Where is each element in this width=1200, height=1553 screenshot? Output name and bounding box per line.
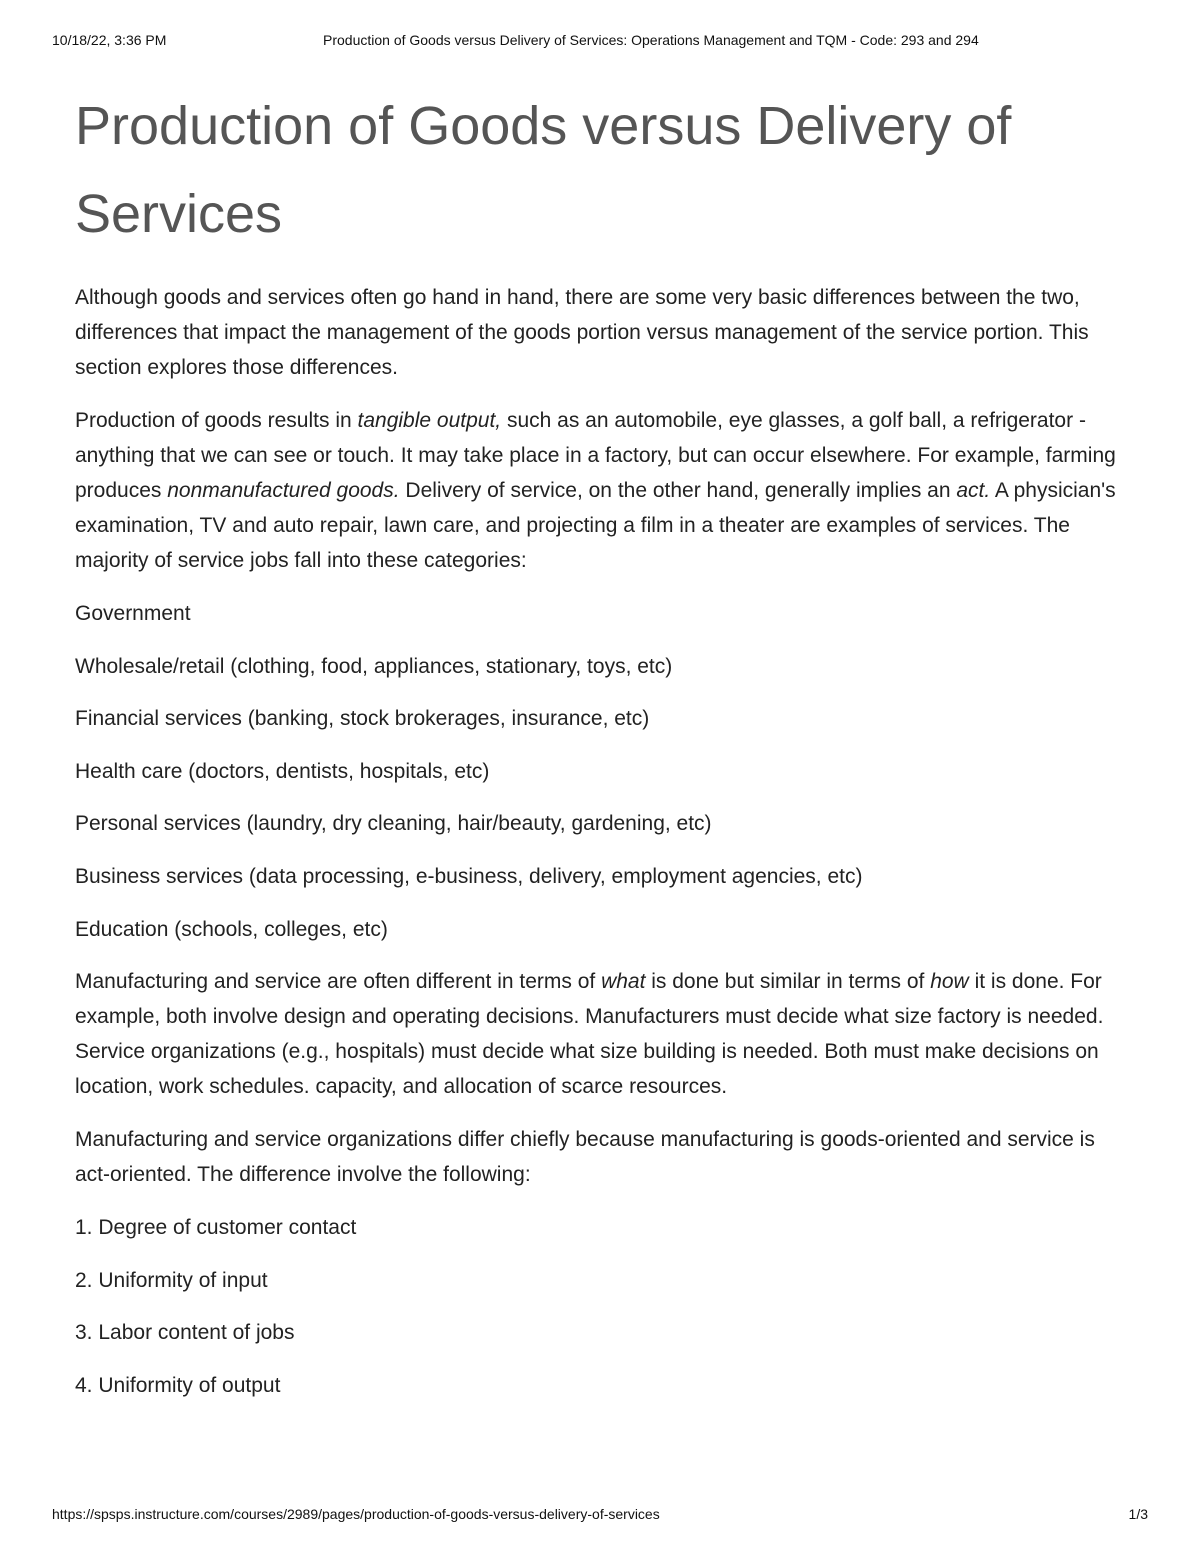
paragraph-text: it is done. For example, both involve design and operating decisions. Manufacturers must decide what size factory is needed. Service organizations (e.g., hospitals) must decide what size building is needed. Both must make decisions on location, work schedules. capacity, and allocation of scarce resources. — [75, 970, 1104, 1099]
print-footer — [52, 1504, 1148, 1524]
page-number: 1/3 — [1128, 1506, 1148, 1522]
page-url: https://spsps.instructure.com/courses/2989/pages/production-of-goods-versus-delivery-of-services — [52, 1506, 660, 1522]
category-item-personal-services: Personal services (laundry, dry cleaning, hair/beauty, gardening, etc) — [75, 812, 712, 836]
emphasis-act: act. — [956, 479, 991, 502]
category-item-business-services: Business services (data processing, e-business, delivery, employment agencies, etc) — [75, 864, 863, 888]
print-document-title: Production of Goods versus Delivery of Services: Operations Management and TQM - Code: 293 and 294 — [323, 32, 979, 48]
category-item-wholesale-retail: Wholesale/retail (clothing, food, appliances, stationary, toys, etc) — [75, 654, 673, 678]
category-item-education: Education (schools, colleges, etc) — [75, 917, 388, 941]
print-header — [52, 30, 1148, 50]
category-item-financial-services: Financial services (banking, stock brokerages, insurance, etc) — [75, 707, 650, 731]
goods-vs-services-paragraph — [75, 403, 1135, 578]
paragraph-text: Manufacturing and service are often different in terms of — [75, 970, 602, 994]
differences-intro-paragraph: Manufacturing and service organizations differ chiefly because manufacturing is goods-oriented and service is act-oriented. The difference involve the following: — [75, 1128, 1095, 1187]
page-content — [75, 82, 1135, 1421]
difference-item-uniformity-of-output: 4. Uniformity of output — [75, 1373, 281, 1397]
print-datetime: 10/18/22, 3:36 PM — [52, 32, 167, 48]
category-item-health-care: Health care (doctors, dentists, hospitals, etc) — [75, 759, 490, 783]
category-item-government: Government — [75, 602, 191, 625]
paragraph-text: Delivery of service, on the other hand, generally implies an — [399, 479, 957, 502]
paragraph-text: A physician's examination, TV and auto repair, lawn care, and projecting a film in a theater are examples of services. The majority of service jobs fall into these categories: — [75, 479, 1116, 572]
emphasis-how: how — [930, 970, 969, 994]
intro-paragraph: Although goods and services often go hand in hand, there are some very basic differences between the two, differences that impact the management of the goods portion versus management of the service portion. This section explores those differences. — [75, 286, 1089, 379]
difference-item-customer-contact: 1. Degree of customer contact — [75, 1216, 357, 1240]
difference-item-uniformity-of-input: 2. Uniformity of input — [75, 1268, 268, 1292]
paragraph-text: Production of goods results in — [75, 409, 358, 432]
emphasis-nonmanufactured-goods: nonmanufactured goods. — [167, 479, 400, 502]
page-title: Production of Goods versus Delivery of Services — [75, 96, 1012, 244]
emphasis-what: what — [601, 970, 646, 994]
what-vs-how-paragraph — [75, 964, 1135, 1104]
paragraph-text: such as an automobile, eye glasses, a golf ball, a refrigerator - anything that we can see or touch. It may take place in a factory, but can occur elsewhere. For example, farming produces — [75, 409, 1116, 502]
paragraph-text: is done but similar in terms of — [645, 970, 931, 994]
difference-item-labor-content: 3. Labor content of jobs — [75, 1321, 295, 1345]
emphasis-tangible-output: tangible output, — [357, 409, 502, 432]
